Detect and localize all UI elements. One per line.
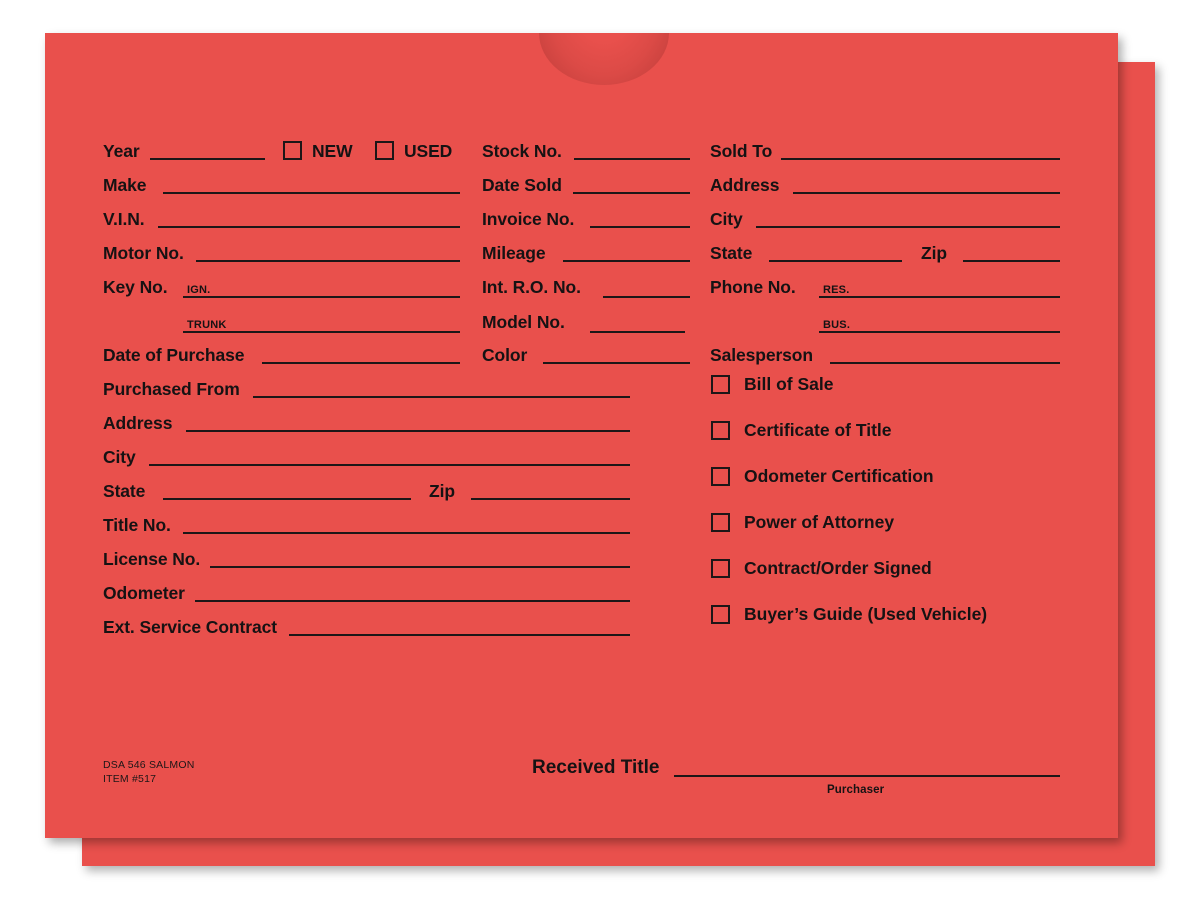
deal-jacket-form — [45, 33, 1118, 838]
checkbox-label-used: USED — [404, 141, 453, 161]
field-line-phone-bus[interactable] — [819, 331, 1060, 333]
field-label-vin: V.I.N. — [103, 209, 145, 229]
field-label-license-no: License No. — [103, 549, 201, 569]
checkbox-label-new: NEW — [312, 141, 353, 161]
field-line-state-seller[interactable] — [163, 498, 411, 500]
field-line-salesperson[interactable] — [830, 362, 1060, 364]
field-line-mileage[interactable] — [563, 260, 690, 262]
field-line-motor-no[interactable] — [196, 260, 460, 262]
field-line-model-no[interactable] — [590, 331, 685, 333]
field-line-int-ro-no[interactable] — [603, 296, 690, 298]
form-code-block — [103, 758, 195, 786]
field-label-purchased-from: Purchased From — [103, 379, 240, 399]
checkbox-power-of-attorney[interactable] — [711, 513, 730, 532]
field-line-year — [150, 158, 265, 160]
checkbox-label-contract-order-signed: Contract/Order Signed — [744, 558, 932, 578]
field-line-odometer[interactable] — [195, 600, 630, 602]
field-label-stock-no: Stock No. — [482, 141, 562, 161]
purchaser-caption: Purchaser — [827, 784, 885, 796]
field-label-salesperson: Salesperson — [710, 345, 813, 365]
field-line-date-sold[interactable] — [573, 192, 690, 194]
field-label-address-buyer: Address — [710, 175, 780, 195]
checkbox-label-buyers-guide: Buyer’s Guide (Used Vehicle) — [744, 604, 988, 624]
field-line-make[interactable] — [163, 192, 460, 194]
field-line-zip-buyer[interactable] — [963, 260, 1060, 262]
field-label-mileage: Mileage — [482, 243, 546, 263]
checkbox-label-certificate-of-title: Certificate of Title — [744, 420, 892, 440]
checkbox-new[interactable] — [283, 141, 302, 160]
field-label-year: Year — [103, 141, 140, 161]
field-line-sold-to[interactable] — [781, 158, 1060, 160]
field-line-city-buyer[interactable] — [756, 226, 1060, 228]
field-line-stock-no[interactable] — [574, 158, 690, 160]
field-label-odometer: Odometer — [103, 583, 185, 603]
form-code: DSA 546 SALMON — [103, 759, 195, 771]
field-line-title-no[interactable] — [183, 532, 630, 534]
field-label-address-seller: Address — [103, 413, 173, 433]
field-sublabel-bus: BUS. — [823, 319, 851, 331]
checkbox-bill-of-sale[interactable] — [711, 375, 730, 394]
field-label-ext-service-contract: Ext. Service Contract — [103, 617, 277, 637]
checkbox-certificate-of-title[interactable] — [711, 421, 730, 440]
field-label-sold-to: Sold To — [710, 141, 773, 161]
field-line-state-buyer[interactable] — [769, 260, 902, 262]
item-code: ITEM #517 — [103, 773, 157, 786]
checkbox-label-power-of-attorney: Power of Attorney — [744, 512, 895, 532]
field-label-motor-no: Motor No. — [103, 243, 184, 263]
envelope-front-sheet — [45, 33, 1118, 838]
field-label-invoice-no: Invoice No. — [482, 209, 575, 229]
field-line-ext-service-contract[interactable] — [289, 634, 630, 636]
field-line-received-title[interactable] — [674, 775, 1060, 777]
field-label-title-no: Title No. — [103, 515, 171, 535]
field-sublabel-ign: IGN. — [187, 284, 211, 296]
field-label-state-buyer: State — [710, 243, 753, 263]
field-line-key-trunk[interactable] — [183, 331, 460, 333]
field-label-zip-seller: Zip — [429, 481, 455, 501]
field-line-vin[interactable] — [158, 226, 460, 228]
field-line-color[interactable] — [543, 362, 690, 364]
field-line-license-no[interactable] — [210, 566, 630, 568]
field-line-key-ign[interactable] — [183, 296, 460, 298]
field-line-address-buyer[interactable] — [793, 192, 1060, 194]
checkbox-odometer-certification[interactable] — [711, 467, 730, 486]
field-sublabel-trunk: TRUNK — [187, 319, 227, 331]
field-label-city-seller: City — [103, 447, 136, 467]
field-line-date-of-purchase[interactable] — [262, 362, 460, 364]
field-sublabel-res: RES. — [823, 284, 850, 296]
field-label-make: Make — [103, 175, 147, 195]
checkbox-used[interactable] — [375, 141, 394, 160]
field-line-zip-seller[interactable] — [471, 498, 630, 500]
field-line-invoice-no[interactable] — [590, 226, 690, 228]
field-label-city-buyer: City — [710, 209, 743, 229]
field-label-phone-no: Phone No. — [710, 277, 796, 297]
field-label-int-ro-no: Int. R.O. No. — [482, 277, 581, 297]
field-label-model-no: Model No. — [482, 312, 565, 332]
field-label-date-sold: Date Sold — [482, 175, 562, 195]
field-label-zip-buyer: Zip — [921, 243, 947, 263]
checkbox-label-odometer-certification: Odometer Certification — [744, 466, 934, 486]
received-title-label: Received Title — [532, 757, 660, 778]
field-line-city-seller[interactable] — [149, 464, 630, 466]
field-label-color: Color — [482, 345, 528, 365]
field-line-phone-res[interactable] — [819, 296, 1060, 298]
checkbox-label-bill-of-sale: Bill of Sale — [744, 374, 834, 394]
checkbox-contract-order-signed[interactable] — [711, 559, 730, 578]
field-line-purchased-from[interactable] — [253, 396, 630, 398]
checkbox-buyers-guide[interactable] — [711, 605, 730, 624]
field-line-address-seller[interactable] — [186, 430, 630, 432]
field-label-key-no: Key No. — [103, 277, 168, 297]
field-label-state-seller: State — [103, 481, 146, 501]
field-label-date-of-purchase: Date of Purchase — [103, 345, 245, 365]
